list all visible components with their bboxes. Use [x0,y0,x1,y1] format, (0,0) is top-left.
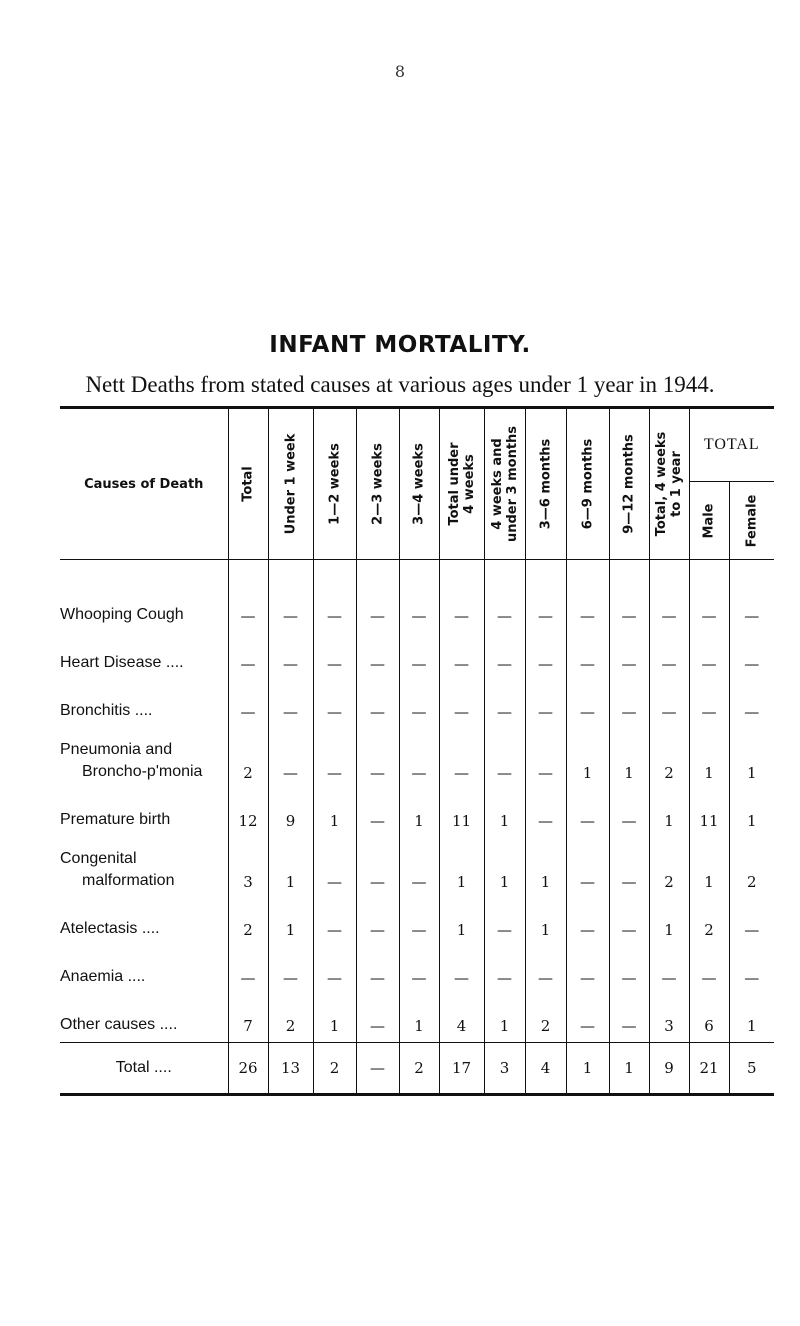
table-row [60,680,774,728]
value-cell: — [689,560,729,633]
value-cell: 1 [399,789,439,837]
value-cell: 2 [268,994,313,1043]
col-header-male [689,482,729,560]
value-cell: — [609,680,649,728]
value-cell: 1 [525,837,566,898]
infant-mortality-table [60,406,774,1096]
col-header-text: Total, 4 weeks [654,431,669,537]
value-cell: — [566,898,609,946]
value-cell: — [609,994,649,1043]
value-cell: — [649,946,689,994]
value-cell: — [525,680,566,728]
table-row [60,728,774,789]
value-cell: 2 [689,898,729,946]
value-cell: — [313,728,356,789]
value-cell: — [566,560,609,633]
cause-label: Whooping Cough [60,606,184,623]
col-header-text: Total under [446,442,462,526]
cause-label: Bronchitis .... [60,702,153,719]
value-cell: — [484,560,525,633]
table-row [60,560,774,633]
table-row [60,898,774,946]
total-value-cell: 2 [313,1043,356,1095]
total-group-header: TOTAL [689,408,774,482]
total-value-cell: 3 [484,1043,525,1095]
col-header-text: 1—2 weeks [327,443,342,525]
value-cell: 1 [484,994,525,1043]
value-cell: 1 [439,898,484,946]
value-cell: — [729,898,774,946]
value-cell: — [566,632,609,680]
value-cell: — [609,632,649,680]
value-cell: — [525,789,566,837]
col-header-text: under 3 months [504,425,520,543]
col-header-total [228,408,268,560]
col-header-text: 4 weeks [461,454,477,514]
value-cell: — [356,789,399,837]
cause-label: Pneumonia and [60,741,173,758]
col-header-text: 9—12 months [621,434,637,534]
col-header-text: 6—9 months [580,438,595,530]
value-cell: — [356,680,399,728]
value-cell: — [399,680,439,728]
value-cell: — [399,837,439,898]
value-cell: 4 [439,994,484,1043]
table-row [60,994,774,1043]
value-cell: — [399,898,439,946]
col-header-text: Under 1 week [283,433,298,535]
value-cell: — [566,994,609,1043]
total-value-cell: 1 [609,1043,649,1095]
value-cell: — [729,632,774,680]
cause-label: Heart Disease .... [60,654,184,671]
value-cell: — [356,898,399,946]
value-cell: — [439,560,484,633]
value-cell: — [689,632,729,680]
table-row [60,789,774,837]
header-row [60,408,774,482]
col-header-2-3-weeks [356,408,399,560]
value-cell: 2 [649,837,689,898]
value-cell: — [313,632,356,680]
cause-cell [60,560,228,633]
page-title: INFANT MORTALITY. [269,332,531,358]
value-cell: 1 [268,898,313,946]
value-cell: — [609,560,649,633]
value-cell: — [356,994,399,1043]
value-cell: 3 [649,994,689,1043]
value-cell: — [649,632,689,680]
value-cell: — [525,946,566,994]
value-cell: 1 [439,837,484,898]
total-value-cell: 9 [649,1043,689,1095]
value-cell: — [268,946,313,994]
cause-label: Other causes .... [60,1016,178,1033]
value-cell: 1 [268,837,313,898]
value-cell: — [484,680,525,728]
value-cell: 2 [649,728,689,789]
value-cell: — [609,898,649,946]
value-cell: 1 [525,898,566,946]
col-header-total-4-weeks-1-year [649,408,689,560]
cause-cell [60,789,228,837]
cause-cell [60,837,228,898]
value-cell: — [525,728,566,789]
value-cell: — [566,837,609,898]
value-cell: — [439,680,484,728]
value-cell: — [399,560,439,633]
table-row [60,946,774,994]
value-cell: 1 [649,789,689,837]
total-value-cell: 4 [525,1043,566,1095]
value-cell: 2 [228,898,268,946]
value-cell: — [649,560,689,633]
value-cell: — [313,837,356,898]
total-value-cell: — [356,1043,399,1095]
total-row [60,1043,774,1095]
col-header-4-weeks-3-months [484,408,525,560]
table-row [60,837,774,898]
value-cell: 6 [689,994,729,1043]
value-cell: — [313,946,356,994]
value-cell: 1 [399,994,439,1043]
value-cell: — [649,680,689,728]
value-cell: 1 [689,837,729,898]
cause-cell [60,898,228,946]
value-cell: 1 [649,898,689,946]
col-header-3-4-weeks [399,408,439,560]
value-cell: — [356,728,399,789]
total-value-cell: 5 [729,1043,774,1095]
value-cell: — [268,560,313,633]
col-header-6-9-months [566,408,609,560]
value-cell: 9 [268,789,313,837]
value-cell: — [313,560,356,633]
value-cell: — [609,946,649,994]
value-cell: — [729,946,774,994]
value-cell: — [439,632,484,680]
value-cell: — [566,789,609,837]
value-cell: — [399,946,439,994]
value-cell: — [484,946,525,994]
col-header-text: Male [701,503,717,538]
value-cell: — [268,728,313,789]
value-cell: — [729,560,774,633]
cause-label: malformation [82,872,175,889]
value-cell: — [356,837,399,898]
value-cell: 1 [484,789,525,837]
col-header-3-6-months [525,408,566,560]
total-label: Total .... [60,1043,228,1095]
value-cell: — [228,680,268,728]
value-cell: 1 [313,994,356,1043]
value-cell: — [484,898,525,946]
value-cell: — [356,946,399,994]
col-header-total-under-4-weeks [439,408,484,560]
value-cell: 11 [439,789,484,837]
value-cell: — [689,946,729,994]
value-cell: 1 [484,837,525,898]
value-cell: — [439,946,484,994]
total-value-cell: 2 [399,1043,439,1095]
total-value-cell: 17 [439,1043,484,1095]
col-header-female [729,482,774,560]
value-cell: — [609,789,649,837]
value-cell: 1 [313,789,356,837]
col-header-text: 3—6 months [538,438,553,530]
value-cell: — [525,560,566,633]
total-value-cell: 21 [689,1043,729,1095]
value-cell: — [484,728,525,789]
value-cell: — [228,632,268,680]
table-row [60,632,774,680]
col-header-text: 3—4 weeks [411,443,427,525]
col-header-1-2-weeks [313,408,356,560]
col-header-9-12-months [609,408,649,560]
value-cell: — [399,632,439,680]
value-cell: 1 [689,728,729,789]
page-subtitle: Nett Deaths from stated causes at various ages under 1 year in 1944. [85,372,715,397]
value-cell: — [566,680,609,728]
value-cell: 12 [228,789,268,837]
total-value-cell: 1 [566,1043,609,1095]
value-cell: — [228,946,268,994]
col-header-under-1-week [268,408,313,560]
value-cell: — [484,632,525,680]
value-cell: 1 [729,789,774,837]
cause-label: Premature birth [60,811,171,828]
value-cell: 3 [228,837,268,898]
value-cell: 11 [689,789,729,837]
col-header-text: 4 weeks and [489,438,505,530]
value-cell: — [689,680,729,728]
value-cell: — [268,680,313,728]
value-cell: 7 [228,994,268,1043]
value-cell: — [356,560,399,633]
cause-cell [60,728,228,789]
value-cell: — [399,728,439,789]
cause-cell [60,946,228,994]
cause-label: Atelectasis .... [60,920,160,937]
value-cell: 2 [729,837,774,898]
cause-cell [60,680,228,728]
cause-label: Anaemia .... [60,968,146,985]
causes-header: Causes of Death [60,408,228,560]
value-cell: — [268,632,313,680]
value-cell: 1 [566,728,609,789]
value-cell: 1 [729,728,774,789]
col-header-text: Female [744,494,760,547]
page-number: 8 [394,62,406,81]
total-value-cell: 26 [228,1043,268,1095]
col-header-text: Total [240,466,256,502]
col-header-text: 2—3 weeks [370,443,385,525]
value-cell: — [228,560,268,633]
total-value-cell: 13 [268,1043,313,1095]
value-cell: — [566,946,609,994]
value-cell: — [525,632,566,680]
value-cell: — [729,680,774,728]
value-cell: — [356,632,399,680]
value-cell: 1 [609,728,649,789]
col-header-text: to 1 year [669,451,684,517]
cause-label: Congenital [60,850,137,867]
value-cell: — [313,680,356,728]
value-cell: — [609,837,649,898]
value-cell: 2 [228,728,268,789]
cause-cell [60,994,228,1043]
table-body [60,560,774,1095]
cause-label: Broncho-p'monia [82,763,203,780]
value-cell: 1 [729,994,774,1043]
value-cell: 2 [525,994,566,1043]
cause-cell [60,632,228,680]
value-cell: — [313,898,356,946]
value-cell: — [439,728,484,789]
